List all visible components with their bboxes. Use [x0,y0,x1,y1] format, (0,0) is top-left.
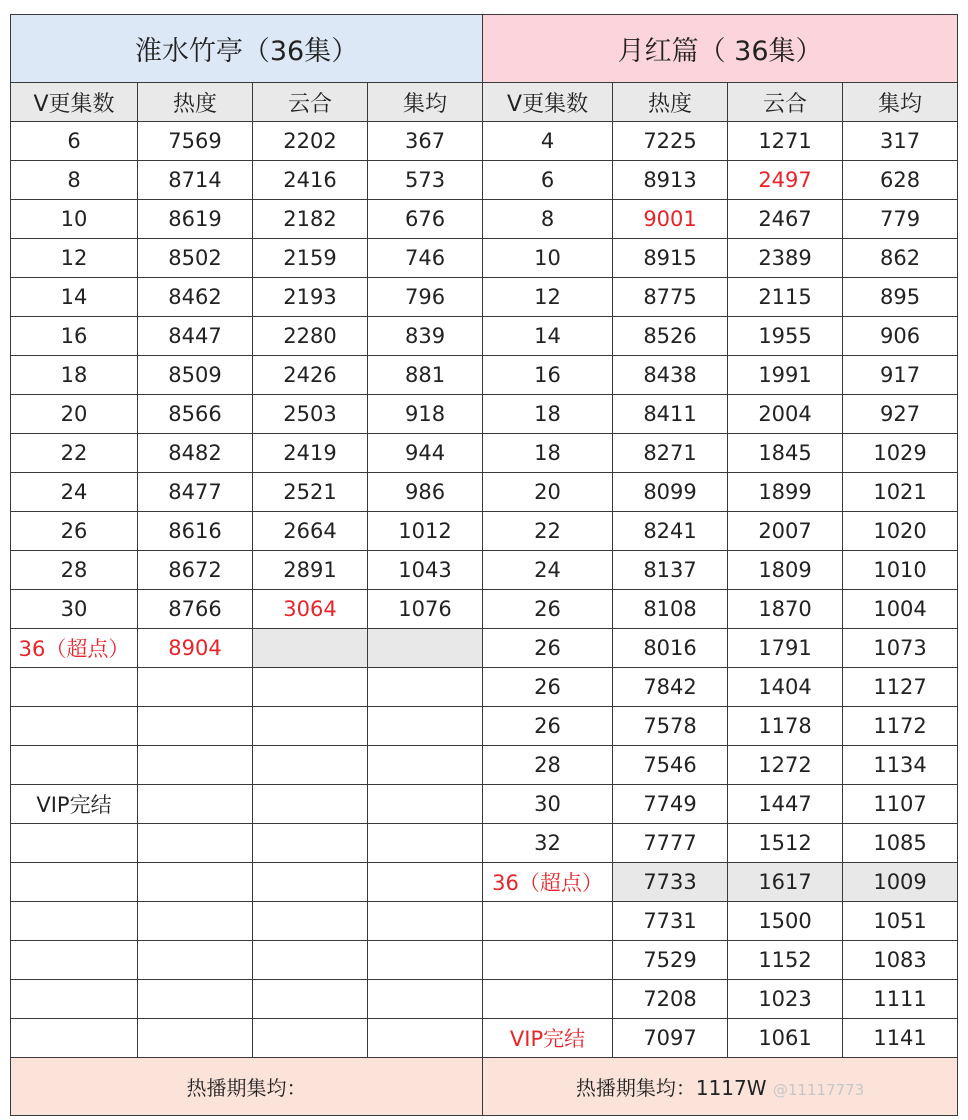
left-header-yunhe: 云合 [253,83,368,122]
left-cell: 16 [11,317,138,356]
right-footer-label: 热播期集均： [575,1076,696,1100]
right-cell: 1021 [843,473,958,512]
right-cell: 8411 [613,395,728,434]
right-cell: 14 [483,317,613,356]
left-cell [11,863,138,902]
right-cell: 2004 [728,395,843,434]
right-cell: 7578 [613,707,728,746]
left-cell [253,863,368,902]
right-cell: 8 [483,200,613,239]
left-title: 淮水竹亭（36集） [11,15,483,83]
left-cell: 2416 [253,161,368,200]
right-cell: 779 [843,200,958,239]
right-cell: 1447 [728,785,843,824]
left-cell: 918 [368,395,483,434]
right-cell: 1791 [728,629,843,668]
right-cell: 7529 [613,941,728,980]
right-header-avg: 集均 [843,83,958,122]
right-cell: 895 [843,278,958,317]
left-cell [253,1019,368,1058]
table-row [11,278,958,317]
table-row [11,590,958,629]
right-cell: 20 [483,473,613,512]
comparison-table [10,14,958,1116]
left-cell: 28 [11,551,138,590]
right-cell: 1107 [843,785,958,824]
left-cell: 367 [368,122,483,161]
right-cell: 1073 [843,629,958,668]
right-cell: 1512 [728,824,843,863]
right-title: 月红篇（ 36集） [483,15,958,83]
left-cell: 24 [11,473,138,512]
table-row [11,317,958,356]
right-cell: 24 [483,551,613,590]
left-cell: 18 [11,356,138,395]
table-row [11,1019,958,1058]
left-cell: 796 [368,278,483,317]
left-cell [11,707,138,746]
right-cell: 927 [843,395,958,434]
right-cell [483,980,613,1019]
left-cell: 8 [11,161,138,200]
right-cell: 1020 [843,512,958,551]
table-row [11,629,958,668]
left-cell: 839 [368,317,483,356]
right-cell: 2115 [728,278,843,317]
right-cell: 8099 [613,473,728,512]
right-footer [483,1058,958,1116]
left-cell [253,941,368,980]
right-cell: 4 [483,122,613,161]
left-cell: 8502 [138,239,253,278]
left-cell [138,746,253,785]
right-cell: 1061 [728,1019,843,1058]
left-cell [138,902,253,941]
right-cell: 7731 [613,902,728,941]
left-cell [138,785,253,824]
left-cell: 2193 [253,278,368,317]
left-header-avg: 集均 [368,83,483,122]
right-cell: 862 [843,239,958,278]
left-cell [253,746,368,785]
table-row [11,941,958,980]
right-cell: 7842 [613,668,728,707]
right-cell: 1004 [843,590,958,629]
table-row [11,980,958,1019]
left-cell: 2664 [253,512,368,551]
left-cell [368,707,483,746]
right-cell: 1029 [843,434,958,473]
table-row [11,863,958,902]
right-cell: 8137 [613,551,728,590]
left-cell: 8766 [138,590,253,629]
right-cell: 7733 [613,863,728,902]
right-cell: 1172 [843,707,958,746]
left-cell [11,746,138,785]
left-cell: 8482 [138,434,253,473]
right-cell: 1127 [843,668,958,707]
right-cell: 317 [843,122,958,161]
left-cell [11,941,138,980]
left-cell: 2182 [253,200,368,239]
footer-row [11,1058,958,1116]
left-cell [11,824,138,863]
table-row [11,239,958,278]
left-cell: 12 [11,239,138,278]
table-row [11,434,958,473]
left-cell: 8714 [138,161,253,200]
right-cell: 8108 [613,590,728,629]
left-cell: 8477 [138,473,253,512]
left-cell [11,1019,138,1058]
right-cell: 7225 [613,122,728,161]
left-cell: 8509 [138,356,253,395]
table-row [11,902,958,941]
right-cell: 917 [843,356,958,395]
left-cell: 1043 [368,551,483,590]
right-cell: 7208 [613,980,728,1019]
right-cell: 8271 [613,434,728,473]
right-cell: 8526 [613,317,728,356]
title-row [11,15,958,83]
right-cell: 1023 [728,980,843,1019]
right-cell: 1500 [728,902,843,941]
left-cell [253,980,368,1019]
left-cell: 26 [11,512,138,551]
table-row [11,122,958,161]
left-cell: 2419 [253,434,368,473]
left-cell: 3064 [253,590,368,629]
right-cell: 1134 [843,746,958,785]
right-cell: 1051 [843,902,958,941]
left-cell [138,980,253,1019]
right-cell: 30 [483,785,613,824]
right-cell: 8016 [613,629,728,668]
left-cell [138,707,253,746]
right-cell: 7749 [613,785,728,824]
left-cell: 36（超点） [11,629,138,668]
left-cell [138,941,253,980]
left-header-episodes: V更集数 [11,83,138,122]
right-cell: 1404 [728,668,843,707]
left-cell: 573 [368,161,483,200]
left-cell: 14 [11,278,138,317]
left-cell: 20 [11,395,138,434]
right-cell: 1009 [843,863,958,902]
left-cell: 2159 [253,239,368,278]
left-cell [368,824,483,863]
table-row [11,785,958,824]
right-footer-value: 1117W [695,1076,767,1100]
header-row [11,83,958,122]
left-cell [11,980,138,1019]
left-cell: 8904 [138,629,253,668]
right-cell: 26 [483,590,613,629]
left-cell [368,902,483,941]
left-cell [368,668,483,707]
watermark: @11117773 [772,1081,865,1099]
right-cell: 1111 [843,980,958,1019]
left-cell [368,629,483,668]
left-header-heat: 热度 [138,83,253,122]
right-cell: 8913 [613,161,728,200]
right-cell: 1617 [728,863,843,902]
table-row [11,395,958,434]
right-cell: 2007 [728,512,843,551]
right-cell: 22 [483,512,613,551]
right-cell: 1141 [843,1019,958,1058]
right-cell: 1152 [728,941,843,980]
left-cell: 944 [368,434,483,473]
left-cell: 8616 [138,512,253,551]
left-cell [253,902,368,941]
left-cell: 676 [368,200,483,239]
right-cell: 6 [483,161,613,200]
right-cell: 10 [483,239,613,278]
left-cell: 881 [368,356,483,395]
right-cell: 906 [843,317,958,356]
right-cell: 18 [483,395,613,434]
left-cell [253,785,368,824]
right-cell: 628 [843,161,958,200]
right-cell: 26 [483,707,613,746]
left-cell: 8619 [138,200,253,239]
right-cell: 7777 [613,824,728,863]
right-cell: 12 [483,278,613,317]
left-cell [138,1019,253,1058]
left-cell [368,863,483,902]
right-cell: 1991 [728,356,843,395]
right-cell: 8775 [613,278,728,317]
left-cell: 30 [11,590,138,629]
right-cell: 2467 [728,200,843,239]
left-cell [11,902,138,941]
right-cell: 1955 [728,317,843,356]
left-cell [138,863,253,902]
left-cell: 8462 [138,278,253,317]
left-cell: 746 [368,239,483,278]
right-header-heat: 热度 [613,83,728,122]
right-cell: 8915 [613,239,728,278]
right-cell: 1899 [728,473,843,512]
left-cell: 8566 [138,395,253,434]
left-cell: 6 [11,122,138,161]
right-cell: 7546 [613,746,728,785]
left-cell: 7569 [138,122,253,161]
table-row [11,746,958,785]
right-cell [483,902,613,941]
table-row [11,200,958,239]
right-cell: VIP完结 [483,1019,613,1058]
right-cell: 1272 [728,746,843,785]
right-cell: 26 [483,668,613,707]
left-cell: 2280 [253,317,368,356]
right-cell: 1085 [843,824,958,863]
left-cell: 2426 [253,356,368,395]
table-row [11,356,958,395]
table-row [11,824,958,863]
right-header-yunhe: 云合 [728,83,843,122]
left-cell [253,707,368,746]
left-cell [138,824,253,863]
table-row [11,512,958,551]
right-cell: 7097 [613,1019,728,1058]
left-cell: 8447 [138,317,253,356]
right-cell: 1870 [728,590,843,629]
right-cell: 8438 [613,356,728,395]
right-header-episodes: V更集数 [483,83,613,122]
right-cell: 26 [483,629,613,668]
left-cell: 1012 [368,512,483,551]
left-cell: VIP完结 [11,785,138,824]
right-cell [483,941,613,980]
right-cell: 18 [483,434,613,473]
left-cell: 2202 [253,122,368,161]
left-cell: 22 [11,434,138,473]
left-cell [368,941,483,980]
right-cell: 2497 [728,161,843,200]
right-cell: 36（超点） [483,863,613,902]
right-cell: 16 [483,356,613,395]
left-cell [253,629,368,668]
left-cell [11,668,138,707]
left-cell [368,785,483,824]
right-cell: 1083 [843,941,958,980]
left-footer: 热播期集均： [11,1058,483,1116]
left-cell: 1076 [368,590,483,629]
left-cell [368,1019,483,1058]
table-row [11,668,958,707]
table-row [11,473,958,512]
left-cell [253,668,368,707]
right-cell: 32 [483,824,613,863]
right-cell: 9001 [613,200,728,239]
right-cell: 1845 [728,434,843,473]
right-cell: 1010 [843,551,958,590]
left-cell [253,824,368,863]
left-cell [368,980,483,1019]
right-cell: 1178 [728,707,843,746]
left-cell [138,668,253,707]
right-cell: 1809 [728,551,843,590]
left-cell: 2521 [253,473,368,512]
left-cell: 986 [368,473,483,512]
left-cell: 8672 [138,551,253,590]
left-cell: 10 [11,200,138,239]
left-cell: 2891 [253,551,368,590]
table-row [11,707,958,746]
left-cell: 2503 [253,395,368,434]
right-cell: 2389 [728,239,843,278]
right-cell: 1271 [728,122,843,161]
left-cell [368,746,483,785]
table-row [11,161,958,200]
right-cell: 28 [483,746,613,785]
table-row [11,551,958,590]
right-cell: 8241 [613,512,728,551]
